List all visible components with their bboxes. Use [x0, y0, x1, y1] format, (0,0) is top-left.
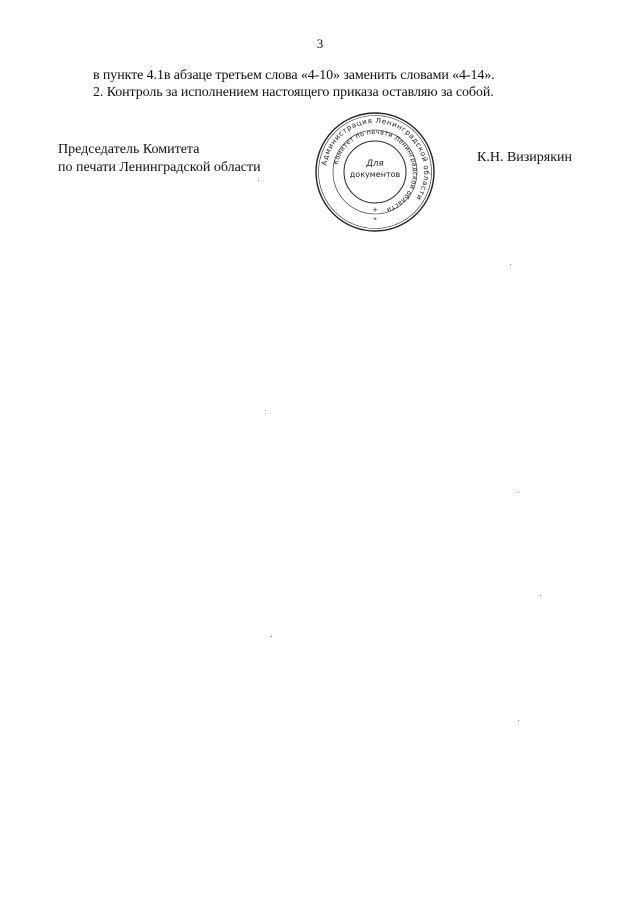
scan-speck: [265, 410, 266, 411]
signatory-title-line-1: Председатель Комитета: [58, 142, 200, 157]
scan-speck: [258, 180, 259, 181]
seal-center-line-1: Для: [366, 159, 384, 169]
official-seal-stamp: [313, 110, 437, 234]
scan-speck: [510, 264, 511, 265]
seal-center-line-2: документов: [349, 170, 401, 179]
seal-plus-mark: +: [372, 206, 378, 214]
scan-speck: [518, 720, 519, 721]
page-number: 3: [316, 36, 324, 51]
scan-speck: [518, 492, 519, 493]
seal-outer-text: Администрация Ленинградской области: [319, 115, 432, 203]
scan-speck: [271, 636, 272, 637]
scan-speck: [540, 595, 541, 596]
paragraph-control: 2. Контроль за исполнением настоящего приказа оставляю за собой.: [93, 85, 494, 100]
paragraph-amendment: в пункте 4.1в абзаце третьем слова «4-10» заменить словами «4-14».: [93, 68, 495, 83]
signatory-title-line-2: по печати Ленинградской области: [58, 160, 261, 175]
seal-inner-text: Комитет по печати Ленинградской области: [331, 127, 420, 215]
seal-star-mark: *: [373, 216, 377, 224]
signatory-name: К.Н. Визирякин: [477, 150, 573, 165]
